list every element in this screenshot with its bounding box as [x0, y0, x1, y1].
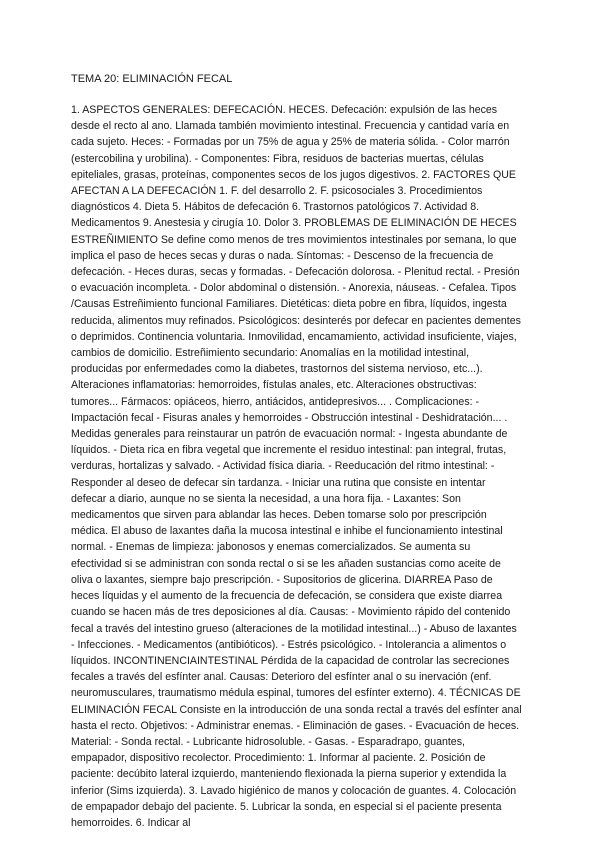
document-body-text: 1. ASPECTOS GENERALES: DEFECACIÓN. HECES. Defecación: expulsión de las heces desde el recto al ano. Llamada también movimiento intestinal. Frecuencia y cantidad varía en cada sujeto. Heces: - Formadas por un 75% de agua y 25% de materia sólida. - Color marrón (estercobilina y urobilina). - Componentes: Fibra, residuos de bacterias muertas, células epiteliales, grasas, proteínas, componentes secos de los jugos digestivos. 2. FACTORES QUE AFECTAN A LA DEFECACIÓN 1. F. del desarrollo 2. F. psicosociales 3. Procedimientos diagnósticos 4. Dieta 5. Hábitos de defecación 6. Trastornos patológicos 7. Actividad 8. Medicamentos 9. Anestesia y cirugía 10. Dolor 3. PROBLEMAS DE ELIMINACIÓN DE HECES ESTREÑIMIENTO Se define como menos de tres movimientos intestinales por semana, lo que implica el paso de heces secas y duras o nada. Síntomas: - Descenso de la frecuencia de defecación. - Heces duras, secas y formadas. - Defecación dolorosa. - Plenitud rectal. - Presión o evacuación incompleta. - Dolor abdominal o distensión. - Anorexia, náuseas. - Cefalea. Tipos /Causas Estreñimiento funcional Familiares. Dietéticas: dieta pobre en fibra, líquidos, ingesta reducida, alimentos muy refinados. Psicológicos: desinterés por defecar en pacientes dementes o deprimidos. Continencia voluntaria. Inmovilidad, encamamiento, actividad insuficiente, viajes, cambios de domicilio. Estreñimiento secundario: Anomalías en la motilidad intestinal, producidas por enfermedades como la diabetes, trastornos del sistema nervioso, etc...). Alteraciones inflamatorias: hemorroides, fístulas anales, etc. Alteraciones obstructivas: tumores... Fármacos: opiáceos, hierro, antiácidos, antidepresivos... . Complicaciones: - Impactación fecal - Fisuras anales y hemorroides - Obstrucción intestinal - Deshidratación... . Medidas generales para reinstaurar un patrón de evacuación normal: - Ingesta abundante de líquidos. - Dieta rica en fibra vegetal que incremente el residuo intestinal: pan integral, frutas, verduras, hortalizas y salvado. - Actividad física diaria. - Reeducación del ritmo intestinal: - Responder al deseo de defecar sin tardanza. - Iniciar una rutina que consiste en intentar defecar a diario, aunque no se sienta la necesidad, a una hora fija. - Laxantes: Son medicamentos que sirven para ablandar las heces. Deben tomarse solo por prescripción médica. El abuso de laxantes daña la mucosa intestinal e inhibe el funcionamiento intestinal normal. - Enemas de limpieza: jabonosos y enemas comercializados. Se aumenta su efectividad si se administran con sonda rectal o si se les añaden sustancias como aceite de oliva o laxantes, siempre bajo prescripción. - Supositorios de glicerina. DIARREA Paso de heces líquidas y el aumento de la frecuencia de defecación, se considera que existe diarrea cuando se hacen más de tres deposiciones al día. Causas: - Movimiento rápido del contenido fecal a través del intestino grueso (alteraciones de la motilidad intestinal...) - Abuso de laxantes - Infecciones. - Medicamentos (antibióticos). - Estrés psicológico. - Intolerancia a alimentos o líquidos. INCONTINENCIAINTESTINAL Pérdida de la capacidad de controlar las secreciones fecales a través del esfínter anal. Causas: Deterioro del esfínter anal o su inervación (enf. neuromusculares, traumatismo médula espinal, tumores del esfínter externo). 4. TÉCNICAS DE ELIMINACIÓN FECAL Consiste en la introducción de una sonda rectal a través del esfínter anal hasta el recto. Objetivos: - Administrar enemas. - Eliminación de gases. - Evacuación de heces. Material: - Sonda rectal. - Lubricante hidrosoluble. - Gasas. - Esparadrapo, guantes, empapador, dispositivo recolector. Procedimiento: 1. Informar al paciente. 2. Posición de paciente: decúbito lateral izquierdo, manteniendo flexionada la pierna superior y extendida la inferior (Sims izquierda). 3. Lavado higiénico de manos y colocación de guantes. 4. Colocación de empapador debajo del paciente. 5. Lubricar la sonda, en especial si el paciente presenta hemorroides. 6. Indicar al: [71, 104, 522, 829]
document-title: TEMA 20: ELIMINACIÓN FECAL: [71, 73, 233, 85]
